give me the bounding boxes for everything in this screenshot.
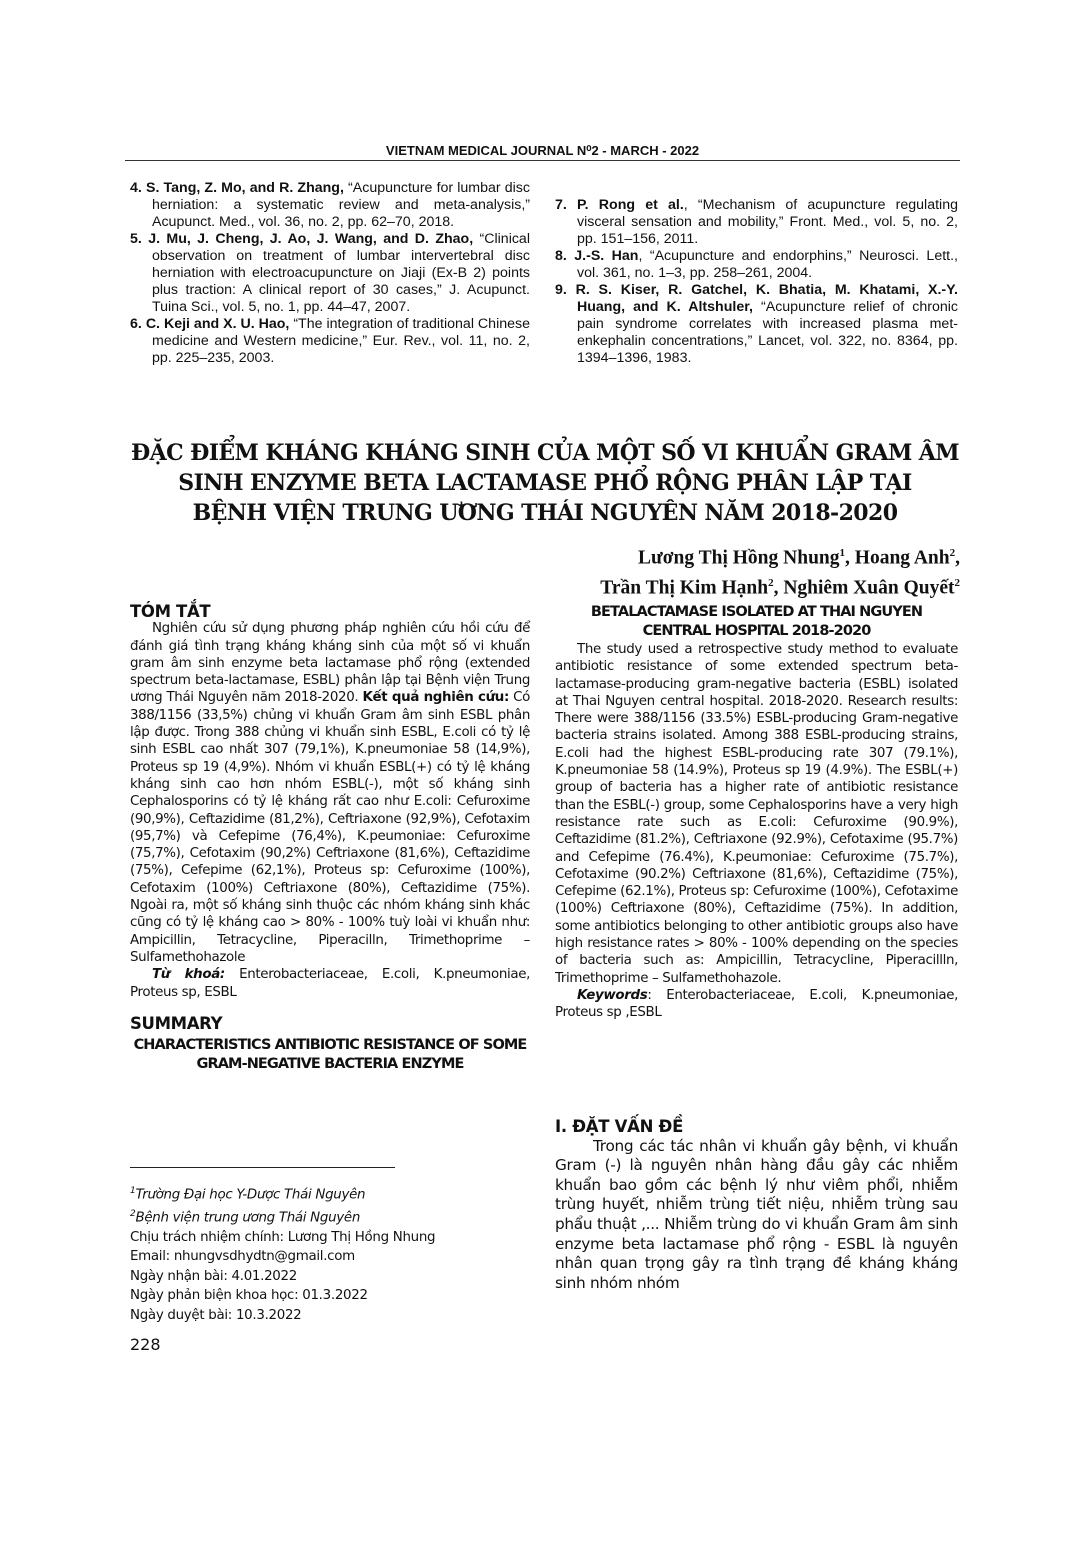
reference-authors: J. Mu, J. Cheng, J. Ao, J. Wang, and D. Zhao, — [148, 231, 474, 247]
keywords-en — [555, 987, 958, 1022]
affiliation-1: Trường Đại học Y-Dược Thái Nguyên — [135, 1187, 366, 1203]
reference-number: 7. — [555, 197, 567, 213]
reference-number: 6. — [130, 316, 142, 332]
reference-text: “Acupuncture relief of chronic pain syndrome correlates with increased plasma met-enkephalin concentrations,” Lancet, vol. 322, no. 8364, pp. 1394–1396, 1983. — [577, 299, 958, 366]
reference-authors: J.-S. Han — [574, 248, 639, 264]
reference-item — [130, 180, 530, 231]
author-list — [500, 541, 960, 600]
reference-authors: P. Rong et al. — [577, 197, 684, 213]
abstract-english — [555, 603, 958, 1022]
summary-title-part1: CHARACTERISTICS ANTIBIOTIC RESISTANCE OF SOME GRAM-NEGATIVE BACTERIA ENZYME — [133, 1037, 527, 1073]
reference-text: “The integration of traditional Chinese medicine and Western medicine,” Eur. Rev., vol. 11, no. 2, pp. 225–235, 2003. — [152, 316, 530, 366]
reference-item — [130, 316, 530, 367]
title-line: BỆNH VIỆN TRUNG ƯƠNG THÁI NGUYÊN NĂM 2018-2020 — [192, 500, 898, 526]
page-number: 228 — [130, 1335, 161, 1354]
keywords-text: : Enterobacteriaceae, E.coli, K.pneumoniae, Proteus sp ,ESBL — [555, 987, 958, 1021]
section-heading: I. ĐẶT VẤN ĐỀ — [555, 1117, 684, 1136]
references-right — [555, 197, 958, 367]
title-line: SINH ENZYME BETA LACTAMASE PHỔ RỘNG PHÂN LẬP TẠI — [178, 470, 912, 496]
affiliation-2: Bệnh viện trung ương Thái Nguyên — [135, 1210, 361, 1226]
reference-text: , “Mechanism of acupuncture regulating visceral sensation and mobility,” Front. Med., vol. 5, no. 2, pp. 151–156, 2011. — [577, 197, 958, 247]
results-label: Kết quả nghiên cứu: — [362, 690, 509, 706]
author-affiliation-mark: 1 — [839, 547, 846, 559]
reference-text: “Acupuncture for lumbar disc herniation: a systematic review and meta-analysis,” Acupunct. Med., vol. 36, no. 2, pp. 62–70, 2018. — [152, 180, 530, 230]
abstract-heading: TÓM TẮT — [130, 602, 211, 621]
abstract-text-part: Nghiên cứu sử dụng phương pháp nghiên cứu hồi cứu để đánh giá tình trạng kháng kháng sinh của một số vi khuẩn gram âm sinh enzyme beta lactamase phổ rộng (extended spectrum beta-lactamase, ESBL) phân lập tại Bệnh viện Trung ương Thái Nguyên năm 2018-2020. — [130, 621, 530, 706]
title-line: ĐẶC ĐIỂM KHÁNG KHÁNG SINH CỦA MỘT SỐ VI KHUẨN GRAM ÂM — [131, 440, 959, 466]
summary-heading: SUMMARY — [130, 1013, 223, 1033]
keywords-vi — [130, 966, 530, 1001]
references-left — [130, 180, 530, 367]
footnotes: $^1$Trường Đại học Y-Dược Thái Nguyên $^2$Bệnh viện trung ương Thái Nguyên Chịu trách nhiệm chính: Lương Thị Hồng Nhung Email: nhungvsdhydtn@gmail.com Ngày nhận bài: 4.01.2022 Ngày phản biện khoa học: 01.3.2022 Ngày duyệt bài: 10.3.2022 — [130, 1182, 530, 1325]
keywords-text: Enterobacteriaceae, E.coli, K.pneumoniae, Proteus sp, ESBL — [130, 967, 530, 1000]
email: Email: nhungvsdhydtn@gmail.com — [130, 1249, 355, 1265]
introduction-text: Trong các tác nhân vi khuẩn gây bệnh, vi khuẩn Gram (-) là nguyên nhân hàng đầu gây các nhiễm khuẩn bao gồm các bệnh lý như viêm phổi, nhiễm trùng huyết, nhiễm trùng tiết niệu, nhiễm trùng sau phẩu thuật ,... Nhiễm trùng do vi khuẩn Gram âm sinh enzyme beta lactamase phổ rộng - ESBL là nguyên nhân quan trọng gây ra tình trạng đề kháng kháng sinh nhóm nhóm — [555, 1136, 958, 1292]
keywords-label: Keywords — [577, 987, 648, 1003]
summary-text: The study used a retrospective study method to evaluate antibiotic resistance of some extended spectrum beta-lactamase-producing gram-negative bacteria (ESBL) isolated at Thai Nguyen central hospital. 2018-2020. Research results: There were 388/1156 (33.5%) ESBL-producing Gram-negative bacteria strains isolated. Among 388 ESBL-producing strains, E.coli had the highest ESBL-producing rate 307 (79.1%), K.pneumoniae 58 (14.9%), Proteus sp 19 (4.9%). The ESBL(+) group of bacteria has a higher rate of antibiotic resistance than the ESBL(-) group, some Cephalosporins have a very high resistance rate such as E.coli: Cefuroxime (90.9%), Ceftazidime (81.2%), Ceftriaxone (92.9%), Cefotaxime (95.7%) and Cefepime (76.4%), K.peumoniae: Cefuroxime (75.7%), Cefotaxime (90.2%) Ceftriaxone (81,6%), Ceftazidime (75%), Cefepime (62.1%), Proteus sp: Cefuroxime (100%), Cefotaxime (100%) Ceftriaxone (80%), Ceftazidime (75%). In addition, some antibiotics belonging to other antibiotic groups also have high resistance rates > 80% - 100% depending on the species of bacteria such as: Ampicillin, Tetracycline, Piperacillln, Trimethoprime – Sulfamethohazole. — [555, 642, 958, 986]
author-affiliation-mark: 2 — [949, 547, 956, 559]
reference-number: 4. — [130, 180, 142, 196]
abstract-text-part: Có 388/1156 (33,5%) chủng vi khuẩn Gram âm sinh ESBL phân lập được. Trong 388 chủng vi khuẩn sinh ESBL, E.coli có tỷ lệ sinh ESBL cao nhất 307 (79,1%), K.pneumoniae 58 (14,9%), Proteus sp 19 (4,9%). Nhóm vi khuẩn ESBL(+) có tỷ lệ kháng kháng sinh cao hơn nhóm ESBL(-), một số kháng sinh Cephalosporins có tỷ lệ kháng rất cao như E.coli: Cefuroxime (90,9%), Ceftazidime (81,2%), Ceftriaxone (92,9%), Cefotaxim (95,7%) và Cefepime (76,4%), K.peumoniae: Cefuroxime (75,7%), Cefotaxim (90,2%) Ceftriaxone (81,6%), Ceftazidime (75%), Cefepime (62,1%), Proteus sp: Cefuroxime (100%), Cefotaxim (100%) Ceftriaxone (80%), Ceftazidime (75%). Ngoài ra, một số kháng sinh thuộc các nhóm kháng sinh khác cũng có tỷ lệ kháng cao > 80% - 100% tuỳ loài vi khuẩn như: Ampicillin, Tetracycline, Piperacilln, Trimethoprime – Sulfamethohazole — [130, 690, 531, 965]
introduction-section — [555, 1117, 958, 1293]
reference-text: “Clinical observation on treatment of lumbar intervertebral disc herniation with electroacupuncture on Jiaji (Ex-B 2) points plus traction: A clinical report of 30 cases,” J. Acupunct. Tuina Sci., vol. 5, no. 1, pp. 44–47, 2007. — [152, 231, 530, 315]
article-title — [125, 438, 965, 528]
separator: , — [955, 547, 960, 569]
reference-item — [555, 282, 958, 367]
author-name: Lương Thị Hồng Nhung — [638, 547, 840, 569]
abstract-vietnamese — [130, 603, 530, 1074]
journal-header: VIETNAM MEDICAL JOURNAL N⁰2 - MARCH - 2022 — [385, 143, 700, 158]
reference-item — [555, 197, 958, 248]
separator: , — [773, 577, 784, 598]
reference-authors: R. S. Kiser, R. Gatchel, K. Bhatia, M. Khatami, X.-Y. Huang, and K. Altshuler, — [575, 282, 958, 315]
reference-number: 9. — [555, 282, 567, 298]
author-name: Hoang Anh — [854, 547, 950, 569]
author-name: Trần Thị Kim Hạnh — [600, 577, 769, 598]
reference-item — [555, 248, 958, 282]
reference-authors: S. Tang, Z. Mo, and R. Zhang, — [145, 180, 344, 196]
approval-date: Ngày duyệt bài: 10.3.2022 — [130, 1307, 302, 1323]
reference-text: , “Acupuncture and endorphins,” Neurosci. Lett., vol. 361, no. 1–3, pp. 258–261, 2004. — [577, 248, 958, 281]
author-affiliation-mark: 2 — [954, 576, 960, 589]
abstract-text — [130, 620, 530, 966]
reference-number: 8. — [555, 248, 567, 264]
author-affiliation-mark: 2 — [768, 576, 774, 589]
corresponding-author: Chịu trách nhiệm chính: Lương Thị Hồng Nhung — [130, 1229, 436, 1245]
author-name: Nghiêm Xuân Quyết — [783, 577, 955, 598]
reference-authors: C. Keji and X. U. Hao, — [145, 316, 290, 332]
keywords-label: Từ khoá: — [152, 967, 225, 983]
reference-number: 5. — [130, 231, 142, 247]
header-divider — [125, 160, 960, 161]
review-date: Ngày phản biện khoa học: 01.3.2022 — [130, 1288, 368, 1304]
reference-item — [130, 231, 530, 316]
received-date: Ngày nhận bài: 4.01.2022 — [130, 1268, 297, 1284]
summary-title-part2: BETALACTAMASE ISOLATED AT THAI NGUYEN CENTRAL HOSPITAL 2018-2020 — [590, 604, 923, 639]
separator: , — [845, 547, 855, 569]
footnote-divider — [130, 1167, 395, 1168]
